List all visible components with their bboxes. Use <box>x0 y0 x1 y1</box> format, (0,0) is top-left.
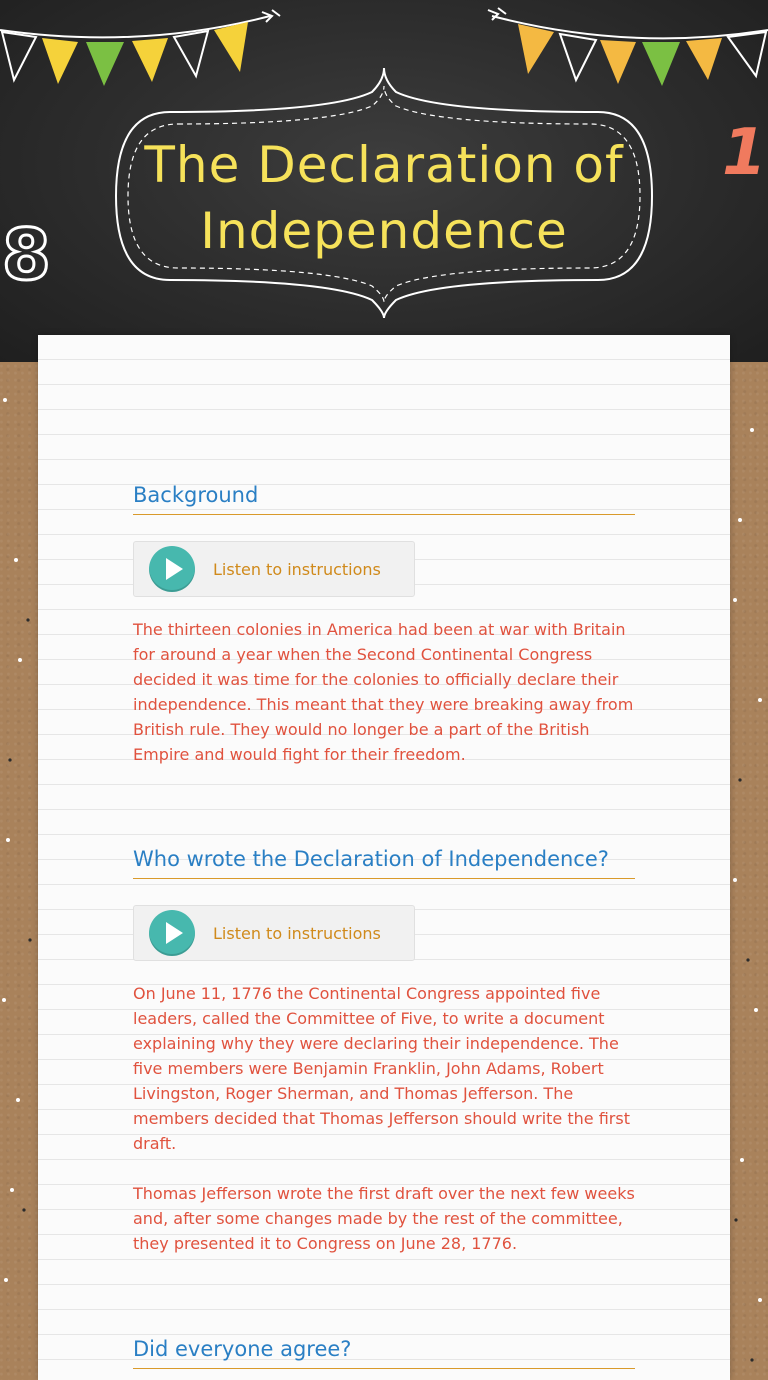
play-icon[interactable] <box>149 910 195 956</box>
page-title <box>144 132 623 264</box>
lined-paper-card <box>38 335 730 1380</box>
section-paragraph: On June 11, 1776 the Continental Congress appointed five leaders, called the Committee of Five, to write a document explaining why they were declaring their independence. The five members were Benjamin Franklin, John Adams, Robert Livingston, Roger Sherman, and Thomas Jefferson. The members decided that Thomas Jefferson should write the first draft. <box>133 984 630 1153</box>
section-did-everyone-agree <box>133 1329 635 1369</box>
section-heading: Who wrote the Declaration of Independence? <box>133 839 635 879</box>
bunting-left <box>0 10 280 86</box>
section-background <box>133 475 635 767</box>
audio-label: Listen to instructions <box>213 559 381 579</box>
section-paragraph: Thomas Jefferson wrote the first draft over the next few weeks and, after some changes made by the rest of the committee, they presented it to Congress on June 28, 1776. <box>133 1184 635 1253</box>
play-icon[interactable] <box>149 546 195 592</box>
audio-label: Listen to instructions <box>213 923 381 943</box>
section-heading: Background <box>133 475 635 515</box>
section-who-wrote <box>133 839 635 1256</box>
section-paragraph: The thirteen colonies in America had been at war with Britain for around a year when the Second Continental Congress decided it was time for the colonies to officially declare their independence. This meant that they were breaking away from British rule. They would no longer be a part of the British Empire and would fight for their freedom. <box>133 620 634 764</box>
listen-instructions-button[interactable] <box>133 541 415 597</box>
bunting-right <box>488 8 768 86</box>
decorative-number-one: 1 <box>722 116 767 190</box>
title-container <box>118 118 650 278</box>
title-line-2: Independence <box>200 202 568 260</box>
listen-instructions-button[interactable] <box>133 905 415 961</box>
title-line-1: The Declaration of <box>144 136 624 194</box>
chalkboard-header <box>0 0 768 362</box>
decorative-number-eight: 8 <box>2 214 51 296</box>
section-heading: Did everyone agree? <box>133 1329 635 1369</box>
